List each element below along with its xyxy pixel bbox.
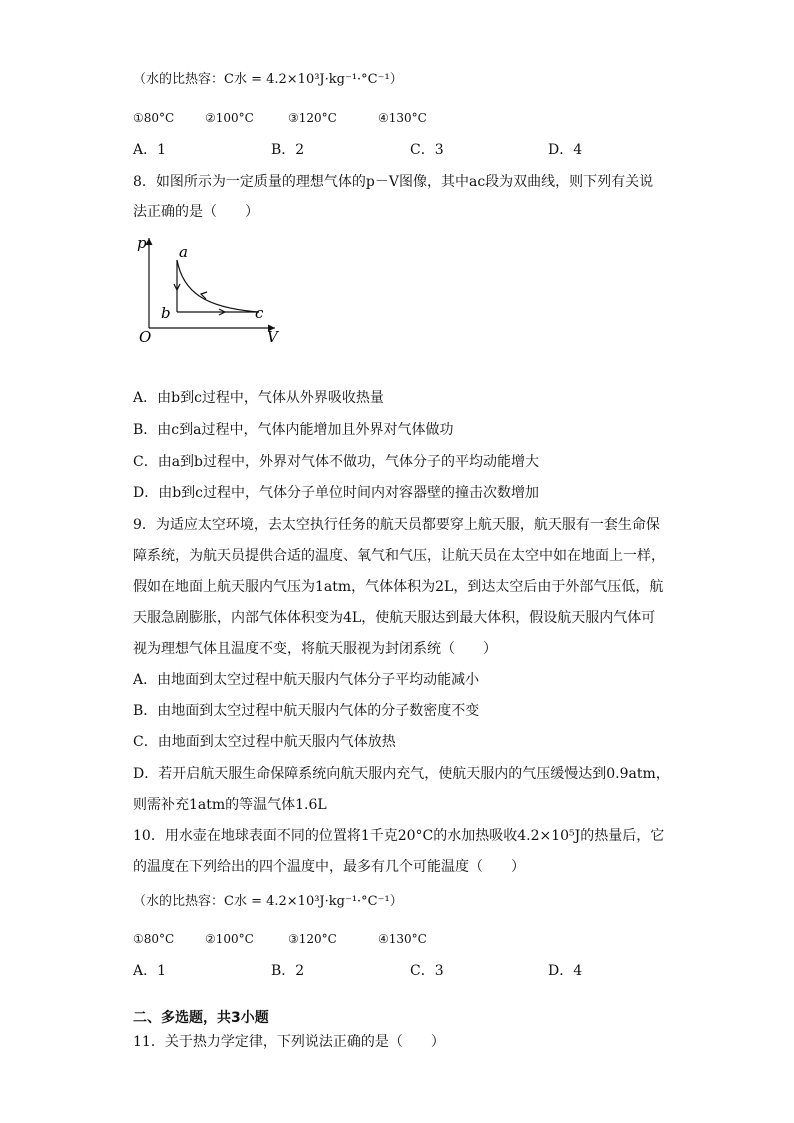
q9-stem-line4: 天服急剧膨胀，内部气体体积变为4L，使航天服达到最大体积，假设航天服内气体可 <box>133 610 656 626</box>
q10-choice-b[interactable]: B．2 <box>271 963 305 979</box>
q7-temp-option-2: ②100°C <box>205 111 254 125</box>
q10-temp-option-1: ①80°C <box>133 932 175 946</box>
q9-stem-line2: 障系统，为航天员提供合适的温度、氧气和气压，让航天员在太空中如在地面上一样， <box>133 548 665 564</box>
q9-option-c[interactable]: C．由地面到太空过程中航天服内气体放热 <box>133 734 396 750</box>
q10-temp-option-2: ②100°C <box>205 932 254 946</box>
q9-stem-line3: 假如在地面上航天服内气压为1atm，气体体积为2L，到达太空后由于外部气压低，航 <box>133 579 664 595</box>
v-label: V <box>267 328 278 346</box>
a-label: a <box>179 243 188 261</box>
q9-option-a[interactable]: A．由地面到太空过程中航天服内气体分子平均动能减小 <box>133 672 480 688</box>
q9-option-b[interactable]: B．由地面到太空过程中航天服内气体的分子数密度不变 <box>133 703 480 719</box>
c-label: c <box>255 304 264 322</box>
q10-choice-d[interactable]: D．4 <box>548 963 583 979</box>
pv-graph <box>135 232 285 347</box>
o-label: O <box>139 328 152 346</box>
q8-option-d[interactable]: D．由b到c过程中，气体分子单位时间内对容器壁的撞击次数增加 <box>133 485 540 501</box>
section-heading: 二、多选题，共3小题 <box>133 1010 269 1026</box>
q10-stem-line2: 的温度在下列给出的四个温度中，最多有几个可能温度（ ） <box>133 859 525 875</box>
q10-temp-option-4: ④130°C <box>378 932 427 946</box>
q7-choice-b[interactable]: B．2 <box>271 142 305 158</box>
q7-specific-heat: （水的比热容：C水 = 4.2×10³J·kg⁻¹·°C⁻¹） <box>133 72 403 87</box>
q7-temp-option-3: ③120°C <box>288 111 337 125</box>
q9-option-d-cont: 则需补充1atm的等温气体1.6L <box>133 797 327 813</box>
q11-stem: 11．关于热力学定律，下列说法正确的是（ ） <box>133 1034 445 1050</box>
q8-stem-line1: 8．如图所示为一定质量的理想气体的p－V图像，其中ac段为双曲线，则下列有关说 <box>133 174 654 190</box>
q7-temp-option-1: ①80°C <box>133 111 175 125</box>
q7-choice-d[interactable]: D．4 <box>548 142 583 158</box>
q10-choice-c[interactable]: C．3 <box>410 963 444 979</box>
q9-stem-line1: 9．为适应太空环境，去太空执行任务的航天员都要穿上航天服，航天服有一套生命保 <box>133 517 660 533</box>
q7-choice-a[interactable]: A．1 <box>133 142 167 158</box>
q9-option-d[interactable]: D．若开启航天服生命保障系统向航天服内充气，使航天服内的气压缓慢达到0.9atm， <box>133 766 670 782</box>
q10-stem-line1: 10．用水壶在地球表面不同的位置将1千克20°C的水加热吸收4.2×10⁵J的热量后，它 <box>133 828 665 844</box>
q7-temp-option-4: ④130°C <box>378 111 427 125</box>
p-label: p <box>137 234 147 252</box>
ac-curve <box>177 260 259 312</box>
q7-choice-c[interactable]: C．3 <box>410 142 444 158</box>
q10-temp-option-3: ③120°C <box>288 932 337 946</box>
q10-specific-heat: （水的比热容：C水 = 4.2×10³J·kg⁻¹·°C⁻¹） <box>133 894 403 909</box>
q9-stem-line5: 视为理想气体且温度不变，将航天服视为封闭系统（ ） <box>133 641 497 657</box>
q10-choice-a[interactable]: A．1 <box>133 963 167 979</box>
q8-option-a[interactable]: A．由b到c过程中，气体从外界吸收热量 <box>133 390 384 406</box>
b-label: b <box>161 304 171 322</box>
q8-option-b[interactable]: B．由c到a过程中，气体内能增加且外界对气体做功 <box>133 422 454 438</box>
q8-stem-line2: 法正确的是（ ） <box>133 204 259 220</box>
q8-option-c[interactable]: C．由a到b过程中，外界对气体不做功，气体分子的平均动能增大 <box>133 454 540 470</box>
